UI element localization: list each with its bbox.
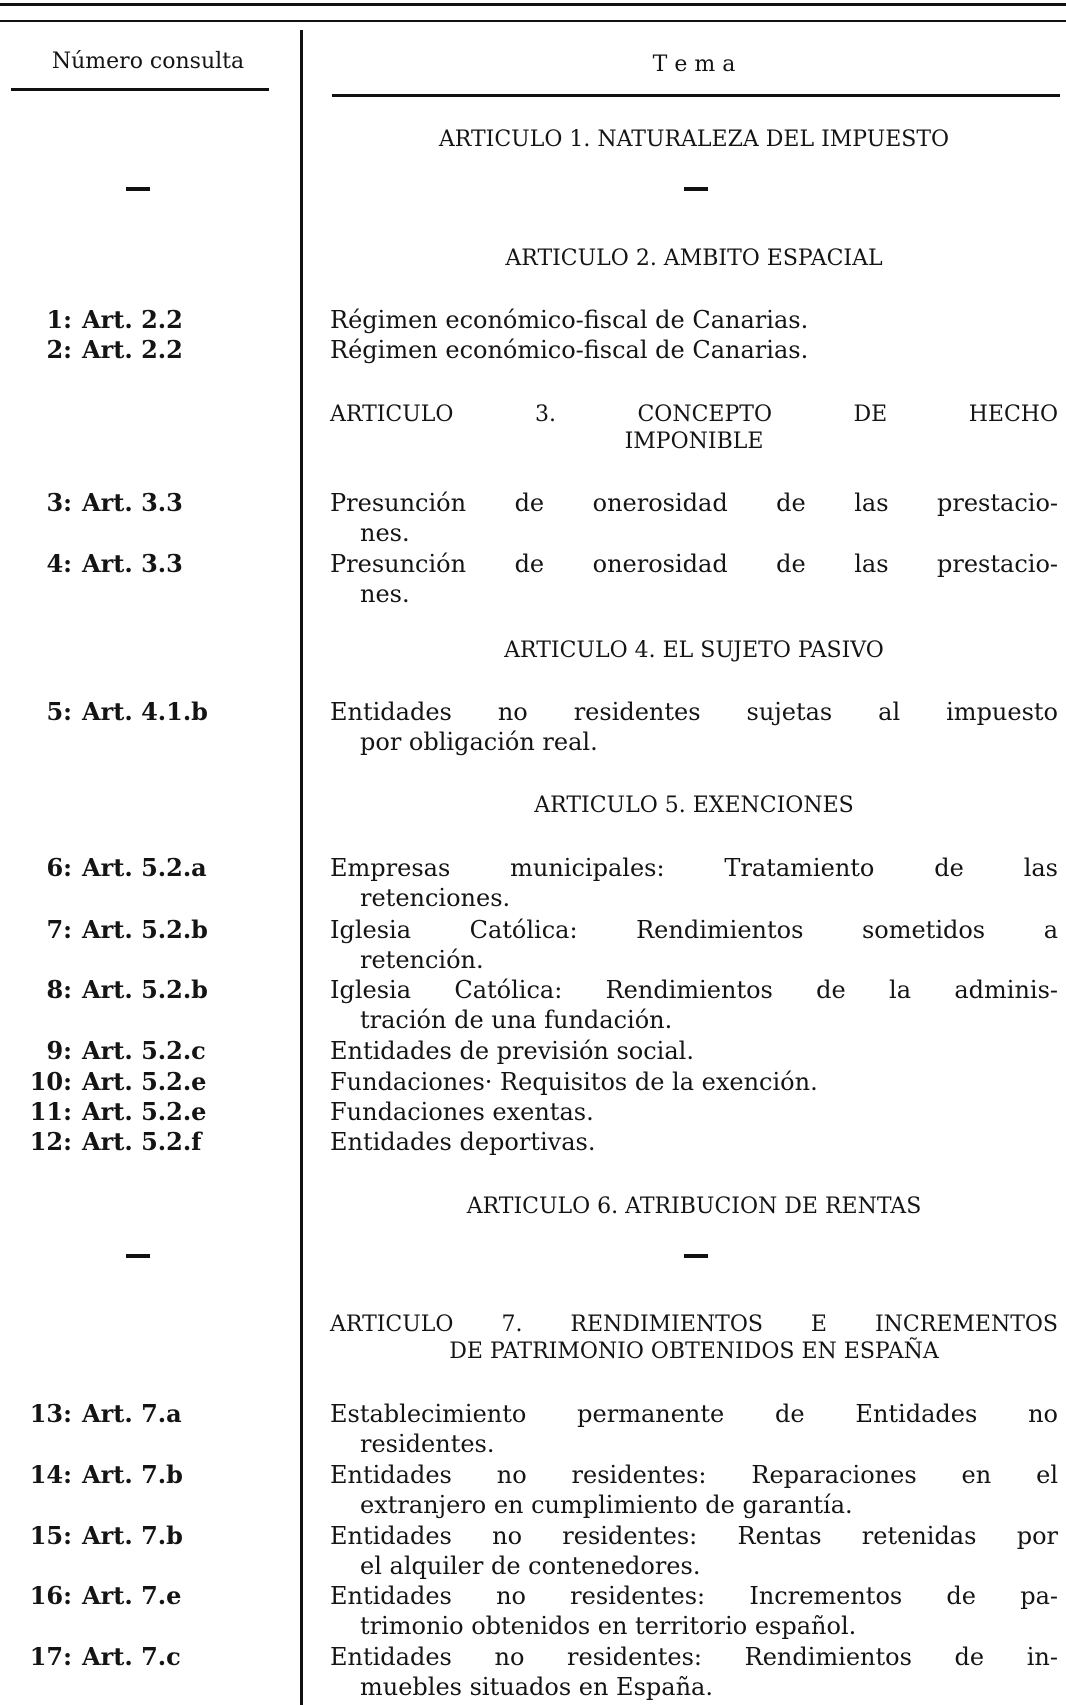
column-divider [300,30,303,1705]
topic-line: Presunción de onerosidad de las prestacio- [330,489,1058,517]
consultation-index: 3: [46,488,72,517]
topic-line: nes. [360,519,410,547]
topic-line: muebles situados en España. [360,1673,713,1701]
consultation-topic [330,1521,1058,1581]
consultation-number [0,549,300,579]
consultation-topic [330,1642,1058,1702]
topic-line: tración de una fundación. [360,1006,673,1034]
consultation-index: 13: [29,1399,72,1428]
article-reference: Art. 5.2.b [82,915,208,944]
consultation-number [0,697,300,727]
topic-line: Entidades no residentes sujetas al impuesto [330,698,1058,726]
topic-line: retención. [360,946,484,974]
topic-column-header: T e m a [652,52,736,77]
consultation-number [0,1642,300,1672]
article-heading-line: ARTICULO 7. RENDIMIENTOS E INCREMENTOS [330,1312,1058,1337]
consultation-index: 4: [46,549,72,578]
article-heading-line: DE PATRIMONIO OBTENIDOS EN ESPAÑA [449,1339,939,1364]
topic-line: Entidades de previsión social. [330,1037,694,1065]
consultation-topic [330,1581,1058,1641]
topic-line: Entidades no residentes: Reparaciones en el [330,1461,1058,1489]
article-reference: Art. 7.b [82,1521,183,1550]
consultation-index: 5: [46,697,72,726]
consultation-index: 9: [46,1036,72,1065]
article-heading-line: ARTICULO 5. EXENCIONES [534,793,854,818]
empty-topic-dash [684,187,708,191]
consultation-topic [330,853,1058,913]
topic-line: Empresas municipales: Tratamiento de las [330,854,1058,882]
consultation-topic [330,1127,1058,1157]
consultation-number [0,1036,300,1066]
article-heading-line: ARTICULO 2. AMBITO ESPACIAL [505,246,883,271]
consultation-index: 14: [29,1460,72,1489]
topic-line: trimonio obtenidos en territorio español. [360,1612,857,1640]
article-heading [330,637,1058,664]
consultation-topic [330,488,1058,548]
top-rule-thick [0,3,1066,6]
consultation-number [0,975,300,1005]
consultation-topic [330,335,1058,365]
topic-line: Régimen económico-fiscal de Canarias. [330,336,809,364]
consultation-number [0,1067,300,1097]
article-reference: Art. 5.2.e [82,1097,207,1126]
topic-line: Presunción de onerosidad de las prestacio- [330,550,1058,578]
consultation-index: 12: [29,1127,72,1156]
consultation-index: 7: [46,915,72,944]
consultation-number [0,915,300,945]
top-rule-thin [0,20,1066,22]
topic-line: Fundaciones exentas. [330,1098,594,1126]
article-reference: Art. 5.2.b [82,975,208,1004]
article-reference: Art. 5.2.e [82,1067,207,1096]
consultation-index: 6: [46,853,72,882]
consultation-number [0,1097,300,1127]
article-heading [330,245,1058,272]
topic-line: Entidades deportivas. [330,1128,596,1156]
topic-line: Entidades no residentes: Rendimientos de in- [330,1643,1058,1671]
topic-line: retenciones. [360,884,511,912]
consultation-index: 15: [29,1521,72,1550]
consultation-topic [330,975,1058,1035]
article-heading-line: ARTICULO 6. ATRIBUCION DE RENTAS [466,1194,922,1219]
consultation-number [0,1460,300,1490]
consultation-number [0,1127,300,1157]
article-heading-line: ARTICULO 4. EL SUJETO PASIVO [504,638,884,663]
consultation-index: 10: [29,1067,72,1096]
topic-line: extranjero en cumplimiento de garantía. [360,1491,853,1519]
article-reference: Art. 3.3 [82,549,183,578]
consultation-number [0,488,300,518]
article-heading [330,126,1058,153]
article-reference: Art. 4.1.b [82,697,208,726]
topic-line: Entidades no residentes: Rentas retenidas por [330,1522,1058,1550]
consultation-topic [330,1036,1058,1066]
number-header-underline [11,88,269,91]
article-heading [330,792,1058,819]
consultation-index: 1: [46,305,72,334]
consultation-topic [330,1067,1058,1097]
topic-header-underline [332,94,1060,97]
consultation-index: 16: [29,1581,72,1610]
article-reference: Art. 7.e [82,1581,182,1610]
empty-number-dash [126,187,150,191]
consultation-topic [330,915,1058,975]
topic-line: Régimen económico-fiscal de Canarias. [330,306,809,334]
consultation-index: 8: [46,975,72,1004]
consultation-number [0,335,300,365]
article-heading-line: ARTICULO 1. NATURALEZA DEL IMPUESTO [438,127,950,152]
article-reference: Art. 7.c [82,1642,181,1671]
article-reference: Art. 7.a [82,1399,182,1428]
consultation-number [0,1581,300,1611]
article-reference: Art. 2.2 [82,335,183,364]
topic-line: Fundaciones· Requisitos de la exención. [330,1068,818,1096]
consultation-number [0,853,300,883]
consultation-index: 2: [46,335,72,364]
article-heading [330,1311,1058,1365]
article-reference: Art. 2.2 [82,305,183,334]
topic-line: Establecimiento permanente de Entidades no [330,1400,1058,1428]
article-reference: Art. 5.2.a [82,853,207,882]
topic-line: el alquiler de contenedores. [360,1552,701,1580]
consultation-topic [330,1460,1058,1520]
article-heading-line: ARTICULO 3. CONCEPTO DE HECHO [330,402,1058,427]
article-reference: Art. 7.b [82,1460,183,1489]
consultation-topic [330,697,1058,757]
article-reference: Art. 3.3 [82,488,183,517]
empty-topic-dash [684,1254,708,1258]
consultation-index: 17: [29,1642,72,1671]
consultation-topic [330,1097,1058,1127]
consultation-index: 11: [29,1097,72,1126]
topic-line: Iglesia Católica: Rendimientos de la adminis- [330,976,1058,1004]
topic-line: por obligación real. [360,728,598,756]
consultation-topic [330,1399,1058,1459]
consultation-topic [330,305,1058,335]
article-reference: Art. 5.2.c [82,1036,206,1065]
consultation-number [0,1399,300,1429]
article-reference: Art. 5.2.f [82,1127,202,1156]
article-heading [330,401,1058,455]
topic-line: nes. [360,580,410,608]
consultation-number [0,1521,300,1551]
article-heading [330,1193,1058,1220]
empty-number-dash [126,1254,150,1258]
article-heading-line: IMPONIBLE [624,429,764,454]
consultation-topic [330,549,1058,609]
consultation-number [0,305,300,335]
number-column-header: Número consulta [51,49,245,74]
topic-line: Entidades no residentes: Incrementos de pa- [330,1582,1058,1610]
topic-line: Iglesia Católica: Rendimientos sometidos a [330,916,1058,944]
topic-line: residentes. [360,1430,495,1458]
